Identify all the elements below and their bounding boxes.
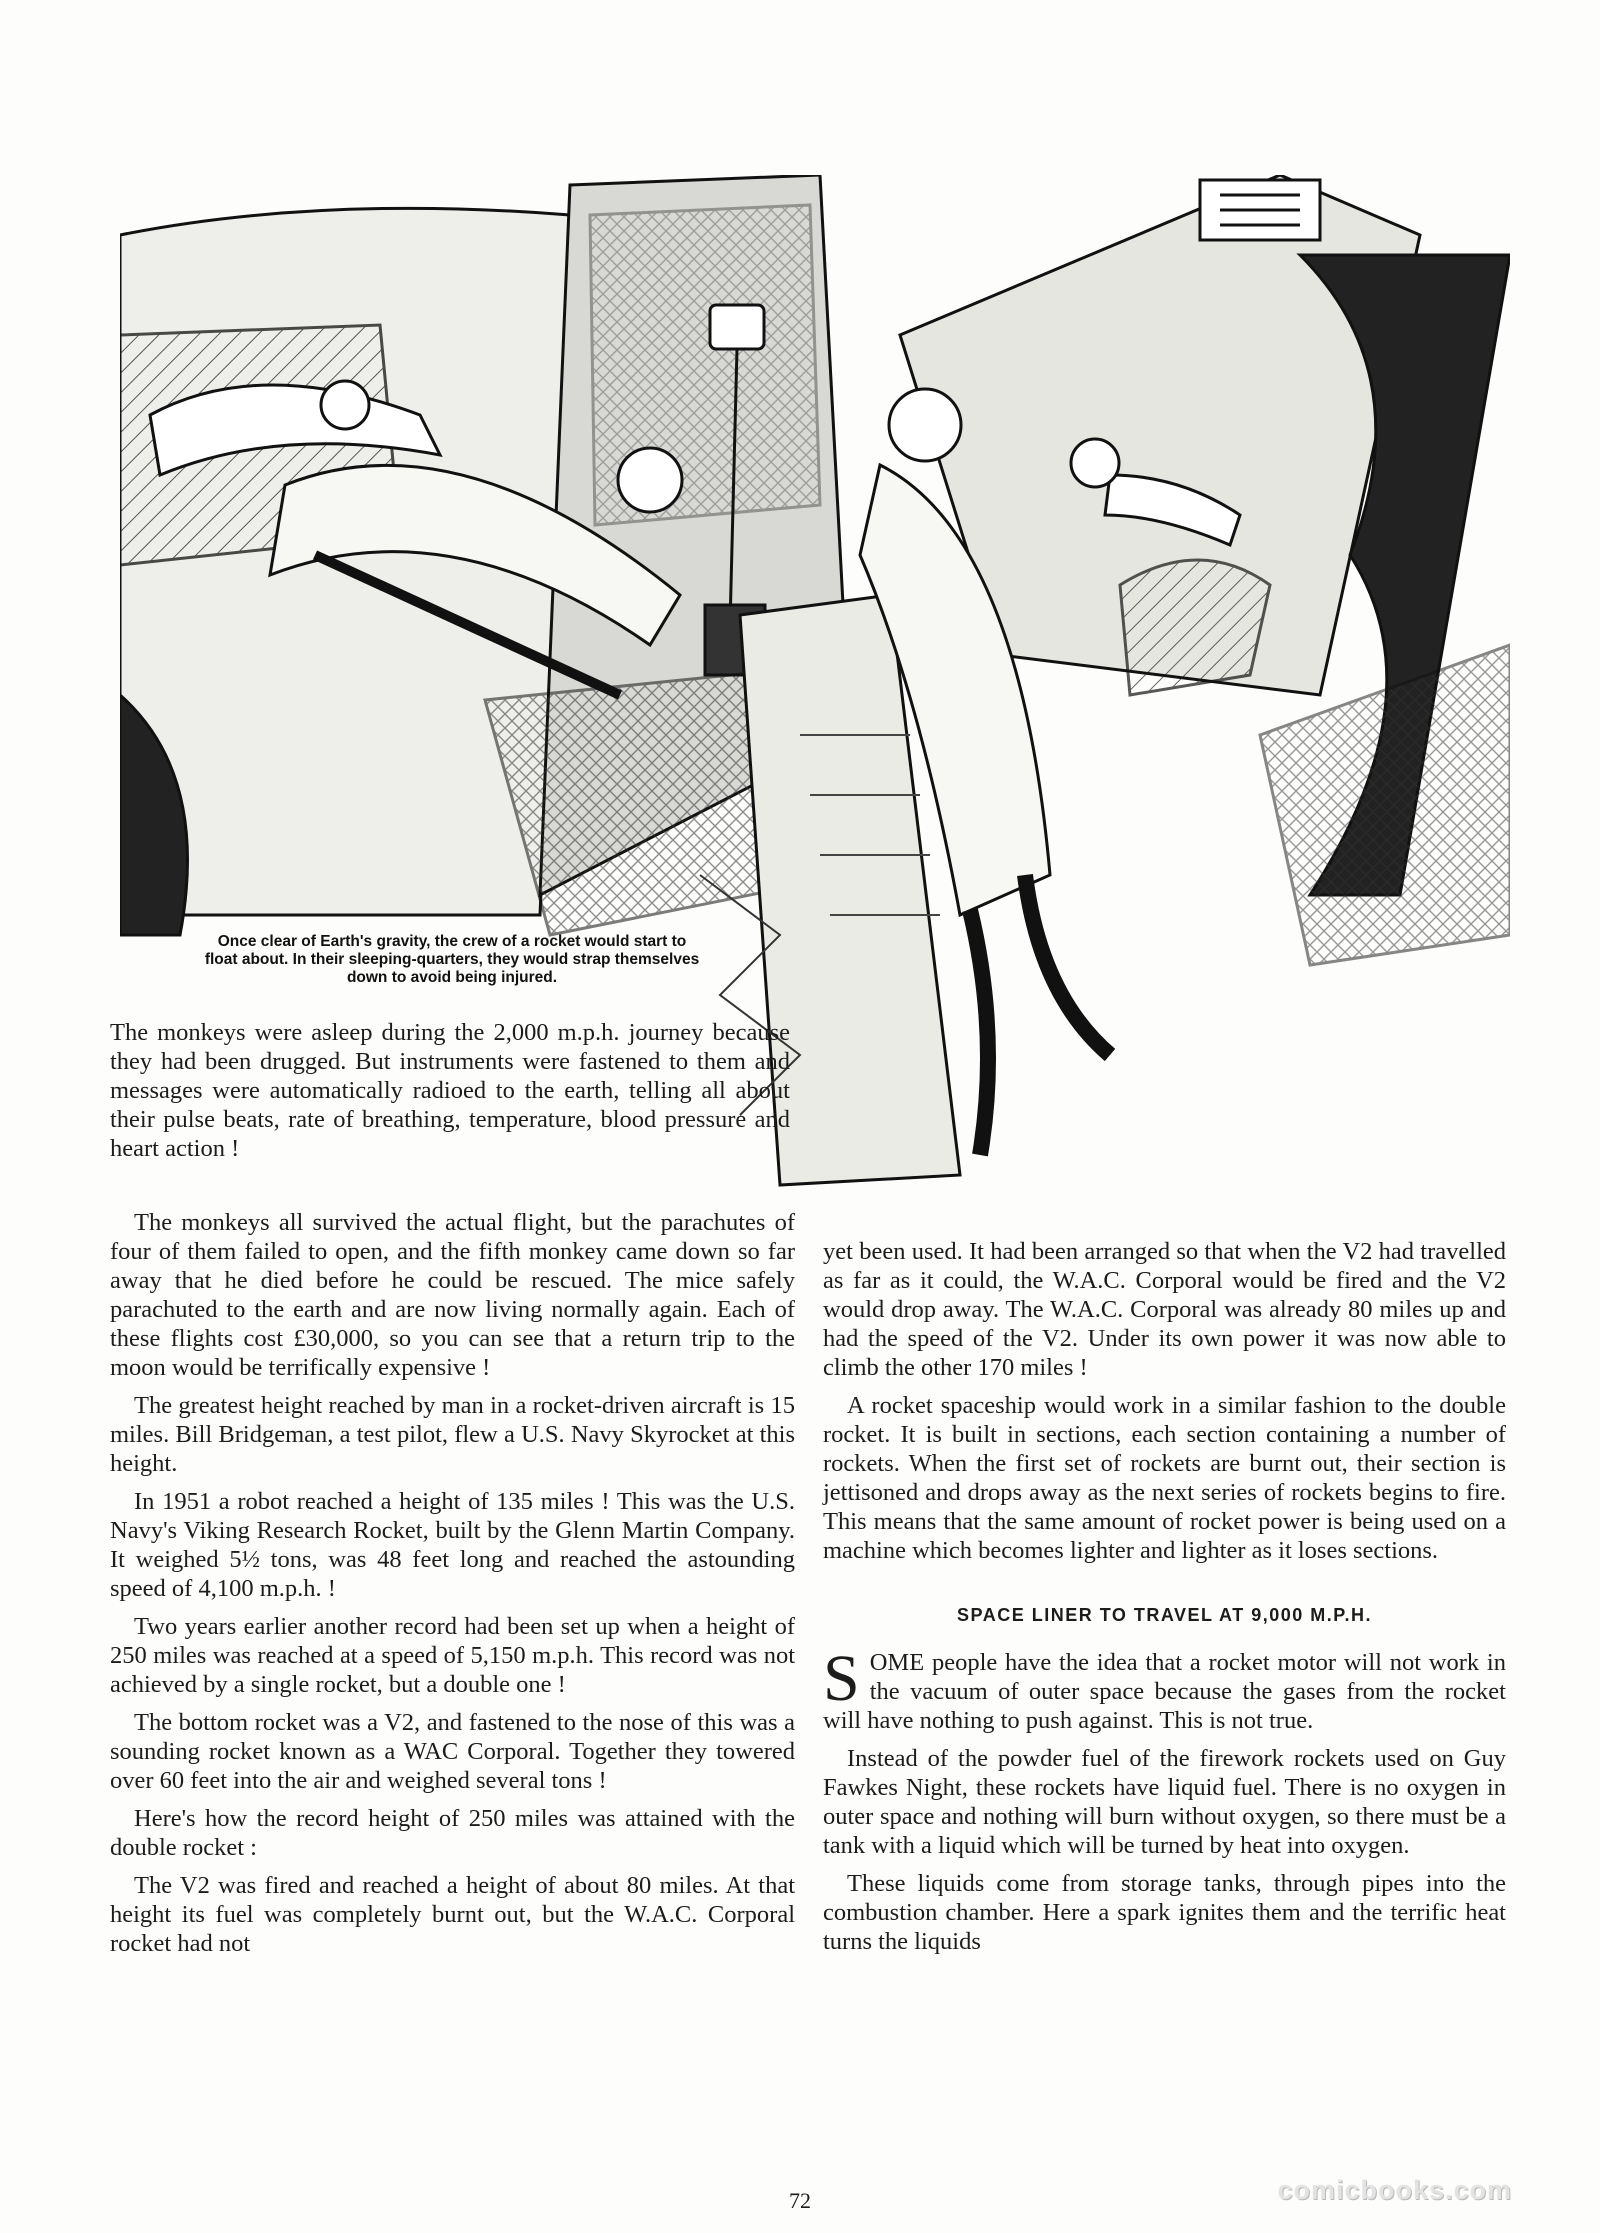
illustration-caption bbox=[112, 933, 792, 987]
paragraph: The monkeys all survived the actual flight, but the parachutes of four of them failed to open, and the fifth monkey came down so far away that he died before he could be rescued. The mice safely parachuted to the earth and are now living normally again. Each of these flights cost £30,000, so you can see that a return trip to the moon would be terrifically expensive ! bbox=[110, 1209, 795, 1381]
paragraph: Instead of the powder fuel of the firework rockets used on Guy Fawkes Night, these rockets have liquid fuel. There is no oxygen in outer space and nothing will burn without oxygen, so there must be a tank with a liquid which will be turned by heat into oxygen. bbox=[823, 1745, 1506, 1859]
right-column bbox=[823, 1237, 1506, 1965]
section-heading: SPACE LINER TO TRAVEL AT 9,000 M.P.H. bbox=[957, 1605, 1372, 1625]
paragraph: A rocket spaceship would work in a similar fashion to the double rocket. It is built in sections, each section containing a number of rockets. When the first set of rockets are burnt out, their section is jettisoned and drops away as the next series of rockets begins to fire. This means that the same amount of rocket power is being used on a machine which becomes lighter and lighter as it loses sections. bbox=[823, 1392, 1506, 1564]
paragraph-text: OME people have the idea that a rocket motor will not work in the vacuum of outer space because the gases from the rocket will have nothing to push against. This is not true. bbox=[823, 1649, 1506, 1734]
paragraph: The bottom rocket was a V2, and fastened to the nose of this was a sounding rocket known as a WAC Corporal. Together they towered over 60 feet into the air and weighed several tons ! bbox=[110, 1709, 795, 1794]
paragraph: Here's how the record height of 250 miles was attained with the double rocket : bbox=[110, 1805, 795, 1861]
drop-cap: S bbox=[823, 1642, 860, 1715]
paragraph: In 1951 a robot reached a height of 135 miles ! This was the U.S. Navy's Viking Research Rocket, built by the Glenn Martin Company. It weighed 5½ tons, was 48 feet long and reached the astounding speed of 4,100 m.p.h. ! bbox=[110, 1488, 795, 1602]
paragraph: The monkeys were asleep during the 2,000 m.p.h. journey because they had been drugged. But instruments were fastened to them and messages were automatically radioed to the earth, telling all about their pulse beats, rate of breathing, temperature, blood pressure and heart action ! bbox=[110, 1019, 790, 1162]
paragraph: yet been used. It had been arranged so that when the V2 had travelled as far as it could, the W.A.C. Corporal would be fired and the V2 would drop away. The W.A.C. Corporal was already 80 miles up and had the speed of the V2. Under its own power it was now able to climb the other 170 miles ! bbox=[823, 1238, 1506, 1381]
watermark: comicbooks.com bbox=[1277, 2175, 1512, 2205]
caption-line: float about. In their sleeping-quarters, they would strap themselves bbox=[204, 951, 700, 968]
paragraph: The greatest height reached by man in a rocket-driven aircraft is 15 miles. Bill Bridgeman, a test pilot, flew a U.S. Navy Skyrocket at this height. bbox=[110, 1392, 795, 1477]
page-number: 72 bbox=[789, 2188, 811, 2213]
dropcap-paragraph bbox=[823, 1642, 1506, 1735]
paragraph: These liquids come from storage tanks, through pipes into the combustion chamber. Here a spark ignites them and the terrific heat turns the liquids bbox=[823, 1870, 1506, 1955]
caption-line: Once clear of Earth's gravity, the crew of a rocket would start to bbox=[217, 933, 687, 950]
paragraph: Two years earlier another record had been set up when a height of 250 miles was reached at a speed of 5,150 m.p.h. This record was not achieved by a single rocket, but a double one ! bbox=[110, 1613, 795, 1698]
paragraph: The V2 was fired and reached a height of about 80 miles. At that height its fuel was completely burnt out, but the W.A.C. Corporal rocket had not bbox=[110, 1872, 795, 1957]
caption-line: down to avoid being injured. bbox=[346, 969, 558, 986]
left-column-top bbox=[110, 1018, 790, 1172]
left-column bbox=[110, 1208, 795, 1967]
